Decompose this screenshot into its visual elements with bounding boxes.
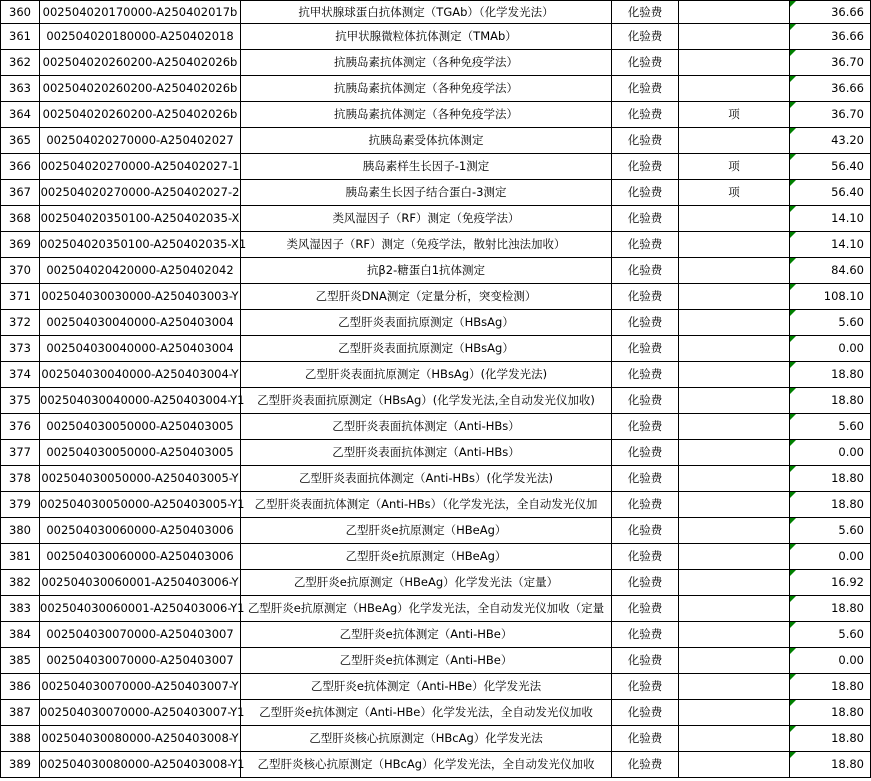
fee-type-cell[interactable]: 化验费 — [612, 648, 679, 674]
fee-type-cell[interactable]: 化验费 — [612, 1, 679, 24]
item-name-cell[interactable]: 乙型肝炎e抗体测定（Anti-HBe）化学发光法 — [241, 674, 612, 700]
fee-type-cell[interactable]: 化验费 — [612, 284, 679, 310]
price-cell[interactable] — [790, 752, 871, 778]
item-code-cell[interactable]: 002504030060000-A250403006 — [40, 544, 241, 570]
row-index-cell[interactable]: 384 — [1, 622, 40, 648]
row-index-cell[interactable]: 388 — [1, 726, 40, 752]
unit-cell[interactable] — [679, 700, 790, 726]
table-row[interactable] — [1, 76, 871, 102]
row-index-cell[interactable]: 374 — [1, 362, 40, 388]
fee-type-cell[interactable]: 化验费 — [612, 466, 679, 492]
fee-type-cell[interactable]: 化验费 — [612, 414, 679, 440]
number-stored-as-text-indicator-icon — [790, 544, 796, 550]
item-code-cell[interactable]: 002504020260200-A250402026b — [40, 50, 241, 76]
item-name-cell[interactable]: 类风湿因子（RF）测定（免疫学法） — [241, 206, 612, 232]
table-row[interactable] — [1, 362, 871, 388]
table-row[interactable] — [1, 1, 871, 24]
price-cell[interactable] — [790, 518, 871, 544]
price-cell[interactable] — [790, 544, 871, 570]
unit-cell[interactable] — [679, 648, 790, 674]
number-stored-as-text-indicator-icon — [790, 700, 796, 706]
price-cell[interactable] — [790, 76, 871, 102]
number-stored-as-text-indicator-icon — [790, 622, 796, 628]
unit-cell[interactable] — [679, 622, 790, 648]
item-name-cell[interactable]: 乙型肝炎核心抗原测定（HBcAg）化学发光法，全自动发光仪加收 — [241, 752, 612, 778]
price-value: 18.80 — [831, 497, 864, 511]
item-code-cell[interactable]: 002504030080000-A250403008-Y1 — [40, 752, 241, 778]
price-value: 56.40 — [831, 185, 864, 199]
price-cell[interactable] — [790, 388, 871, 414]
item-code-cell[interactable]: 002504030050000-A250403005 — [40, 440, 241, 466]
fee-type-cell[interactable]: 化验费 — [612, 622, 679, 648]
item-name-cell[interactable]: 抗胰岛素抗体测定（各种免疫学法） — [241, 102, 612, 128]
price-cell[interactable] — [790, 128, 871, 154]
fee-type-cell[interactable]: 化验费 — [612, 388, 679, 414]
row-index-cell[interactable]: 377 — [1, 440, 40, 466]
number-stored-as-text-indicator-icon — [790, 206, 796, 212]
item-name-cell[interactable]: 乙型肝炎e抗体测定（Anti-HBe） — [241, 622, 612, 648]
row-index-cell[interactable]: 368 — [1, 206, 40, 232]
price-value: 56.40 — [831, 159, 864, 173]
table-row[interactable] — [1, 128, 871, 154]
price-cell[interactable] — [790, 596, 871, 622]
price-value: 16.92 — [831, 575, 864, 589]
item-name-cell[interactable]: 乙型肝炎e抗原测定（HBeAg） — [241, 544, 612, 570]
unit-cell[interactable] — [679, 362, 790, 388]
item-name-cell[interactable]: 乙型肝炎e抗原测定（HBeAg）化学发光法，全自动发光仪加收（定量 — [241, 596, 612, 622]
item-code-cell[interactable]: 002504020350100-A250402035-X — [40, 206, 241, 232]
item-name-cell[interactable]: 抗胰岛素抗体测定（各种免疫学法） — [241, 76, 612, 102]
item-name-cell[interactable]: 乙型肝炎表面抗原测定（HBsAg） — [241, 336, 612, 362]
row-index-cell[interactable]: 376 — [1, 414, 40, 440]
unit-cell[interactable] — [679, 24, 790, 50]
item-name-cell[interactable]: 胰岛素生长因子结合蛋白-3测定 — [241, 180, 612, 206]
table-row[interactable] — [1, 414, 871, 440]
price-value: 84.60 — [831, 263, 864, 277]
unit-cell[interactable] — [679, 1, 790, 24]
item-name-cell[interactable]: 胰岛素样生长因子-1测定 — [241, 154, 612, 180]
item-code-cell[interactable]: 002504030050000-A250403005-Y — [40, 466, 241, 492]
number-stored-as-text-indicator-icon — [790, 466, 796, 472]
price-value: 18.80 — [831, 471, 864, 485]
row-index-cell[interactable]: 379 — [1, 492, 40, 518]
price-cell[interactable] — [790, 414, 871, 440]
fee-type-cell[interactable]: 化验费 — [612, 700, 679, 726]
number-stored-as-text-indicator-icon — [790, 726, 796, 732]
price-value: 14.10 — [831, 237, 864, 251]
unit-cell[interactable] — [679, 258, 790, 284]
price-value: 36.66 — [831, 5, 864, 19]
unit-cell[interactable] — [679, 570, 790, 596]
table-row[interactable] — [1, 284, 871, 310]
number-stored-as-text-indicator-icon — [790, 232, 796, 238]
table-row[interactable] — [1, 752, 871, 778]
unit-cell[interactable] — [679, 674, 790, 700]
fee-type-cell[interactable]: 化验费 — [612, 362, 679, 388]
number-stored-as-text-indicator-icon — [790, 154, 796, 160]
number-stored-as-text-indicator-icon — [790, 388, 796, 394]
unit-cell[interactable] — [679, 76, 790, 102]
price-cell[interactable] — [790, 102, 871, 128]
row-index-cell[interactable]: 375 — [1, 388, 40, 414]
item-name-cell[interactable]: 乙型肝炎表面抗原测定（HBsAg） — [241, 310, 612, 336]
table-row[interactable] — [1, 336, 871, 362]
table-row[interactable] — [1, 24, 871, 50]
item-name-cell[interactable]: 乙型肝炎表面抗体测定（Anti-HBs） — [241, 414, 612, 440]
table-row[interactable] — [1, 154, 871, 180]
price-value: 18.80 — [831, 757, 864, 771]
unit-cell[interactable] — [679, 232, 790, 258]
price-cell[interactable] — [790, 206, 871, 232]
price-cell[interactable] — [790, 284, 871, 310]
item-name-cell[interactable]: 乙型肝炎表面抗原测定（HBsAg）(化学发光法,全自动发光仪加收) — [241, 388, 612, 414]
table-row[interactable] — [1, 622, 871, 648]
row-index-cell[interactable]: 387 — [1, 700, 40, 726]
item-code-cell[interactable]: 002504030080000-A250403008-Y — [40, 726, 241, 752]
number-stored-as-text-indicator-icon — [790, 518, 796, 524]
price-value: 5.60 — [838, 627, 864, 641]
item-name-cell[interactable]: 乙型肝炎表面抗原测定（HBsAg）(化学发光法) — [241, 362, 612, 388]
price-cell[interactable] — [790, 362, 871, 388]
unit-cell[interactable] — [679, 726, 790, 752]
unit-cell[interactable] — [679, 518, 790, 544]
row-index-cell[interactable]: 385 — [1, 648, 40, 674]
table-row[interactable] — [1, 102, 871, 128]
fee-type-cell[interactable]: 化验费 — [612, 24, 679, 50]
price-value: 14.10 — [831, 211, 864, 225]
fee-type-cell[interactable]: 化验费 — [612, 50, 679, 76]
price-cell[interactable] — [790, 726, 871, 752]
price-value: 18.80 — [831, 679, 864, 693]
unit-cell[interactable]: 项 — [679, 102, 790, 128]
fee-type-cell[interactable]: 化验费 — [612, 492, 679, 518]
fee-type-cell[interactable]: 化验费 — [612, 674, 679, 700]
price-cell[interactable] — [790, 466, 871, 492]
number-stored-as-text-indicator-icon — [790, 752, 796, 758]
number-stored-as-text-indicator-icon — [790, 24, 796, 30]
item-code-cell[interactable]: 002504020260200-A250402026b — [40, 102, 241, 128]
fee-type-cell[interactable]: 化验费 — [612, 596, 679, 622]
fee-type-cell[interactable]: 化验费 — [612, 310, 679, 336]
item-name-cell[interactable]: 类风湿因子（RF）测定（免疫学法，散射比浊法加收） — [241, 232, 612, 258]
number-stored-as-text-indicator-icon — [790, 1, 796, 7]
price-cell[interactable] — [790, 674, 871, 700]
table-row[interactable] — [1, 440, 871, 466]
fee-type-cell[interactable]: 化验费 — [612, 752, 679, 778]
price-value: 18.80 — [831, 393, 864, 407]
fee-type-cell[interactable]: 化验费 — [612, 570, 679, 596]
item-code-cell[interactable]: 002504020270000-A250402027-2 — [40, 180, 241, 206]
row-index-cell[interactable]: 381 — [1, 544, 40, 570]
table-row[interactable] — [1, 648, 871, 674]
price-value: 108.10 — [823, 289, 864, 303]
unit-cell[interactable] — [679, 128, 790, 154]
price-cell[interactable] — [790, 180, 871, 206]
number-stored-as-text-indicator-icon — [790, 648, 796, 654]
table-row[interactable] — [1, 700, 871, 726]
number-stored-as-text-indicator-icon — [790, 128, 796, 134]
row-index-cell[interactable]: 361 — [1, 24, 40, 50]
price-value: 36.70 — [831, 55, 864, 69]
fee-type-cell[interactable]: 化验费 — [612, 518, 679, 544]
price-cell[interactable] — [790, 570, 871, 596]
price-cell[interactable] — [790, 24, 871, 50]
fee-type-cell[interactable]: 化验费 — [612, 206, 679, 232]
number-stored-as-text-indicator-icon — [790, 50, 796, 56]
number-stored-as-text-indicator-icon — [790, 440, 796, 446]
row-index-cell[interactable]: 380 — [1, 518, 40, 544]
unit-cell[interactable] — [679, 414, 790, 440]
item-name-cell[interactable]: 抗甲状腺微粒体抗体测定（TMAb） — [241, 24, 612, 50]
price-value: 36.66 — [831, 29, 864, 43]
price-value: 5.60 — [838, 315, 864, 329]
table-row[interactable] — [1, 544, 871, 570]
price-cell[interactable] — [790, 258, 871, 284]
fee-type-cell[interactable]: 化验费 — [612, 726, 679, 752]
item-code-cell[interactable]: 002504020260200-A250402026b — [40, 76, 241, 102]
price-value: 0.00 — [838, 549, 864, 563]
row-index-cell[interactable]: 389 — [1, 752, 40, 778]
table-row[interactable] — [1, 466, 871, 492]
item-code-cell[interactable]: 002504030040000-A250403004 — [40, 310, 241, 336]
fee-type-cell[interactable]: 化验费 — [612, 232, 679, 258]
number-stored-as-text-indicator-icon — [790, 414, 796, 420]
table-row[interactable] — [1, 492, 871, 518]
table-row[interactable] — [1, 310, 871, 336]
row-index-cell[interactable]: 362 — [1, 50, 40, 76]
number-stored-as-text-indicator-icon — [790, 310, 796, 316]
unit-cell[interactable]: 项 — [679, 180, 790, 206]
item-code-cell[interactable]: 002504030040000-A250403004-Y1 — [40, 388, 241, 414]
number-stored-as-text-indicator-icon — [790, 284, 796, 290]
item-code-cell[interactable]: 002504020420000-A250402042 — [40, 258, 241, 284]
number-stored-as-text-indicator-icon — [790, 258, 796, 264]
number-stored-as-text-indicator-icon — [790, 102, 796, 108]
price-value: 0.00 — [838, 653, 864, 667]
item-name-cell[interactable]: 乙型肝炎e抗原测定（HBeAg） — [241, 518, 612, 544]
fee-type-cell[interactable]: 化验费 — [612, 76, 679, 102]
unit-cell[interactable] — [679, 596, 790, 622]
table-row[interactable] — [1, 596, 871, 622]
item-name-cell[interactable]: 抗胰岛素抗体测定（各种免疫学法） — [241, 50, 612, 76]
fee-type-cell[interactable]: 化验费 — [612, 258, 679, 284]
item-code-cell[interactable]: 002504030060001-A250403006-Y1 — [40, 596, 241, 622]
row-index-cell[interactable]: 366 — [1, 154, 40, 180]
price-cell[interactable] — [790, 232, 871, 258]
price-value: 36.70 — [831, 107, 864, 121]
fee-type-cell[interactable]: 化验费 — [612, 336, 679, 362]
item-code-cell[interactable]: 002504030070000-A250403007 — [40, 648, 241, 674]
price-value: 0.00 — [838, 341, 864, 355]
table-row[interactable] — [1, 206, 871, 232]
unit-cell[interactable]: 项 — [679, 154, 790, 180]
item-name-cell[interactable]: 抗胰岛素受体抗体测定 — [241, 128, 612, 154]
unit-cell[interactable] — [679, 336, 790, 362]
table-row[interactable] — [1, 726, 871, 752]
item-code-cell[interactable]: 002504020180000-A250402018 — [40, 24, 241, 50]
item-code-cell[interactable]: 002504020270000-A250402027 — [40, 128, 241, 154]
row-index-cell[interactable]: 383 — [1, 596, 40, 622]
number-stored-as-text-indicator-icon — [790, 674, 796, 680]
row-index-cell[interactable]: 372 — [1, 310, 40, 336]
unit-cell[interactable] — [679, 492, 790, 518]
fee-type-cell[interactable]: 化验费 — [612, 180, 679, 206]
number-stored-as-text-indicator-icon — [790, 180, 796, 186]
row-index-cell[interactable]: 371 — [1, 284, 40, 310]
price-table-body — [1, 1, 871, 778]
row-index-cell[interactable]: 363 — [1, 76, 40, 102]
unit-cell[interactable] — [679, 284, 790, 310]
item-name-cell[interactable]: 乙型肝炎表面抗体测定（Anti-HBs） — [241, 440, 612, 466]
item-code-cell[interactable]: 002504020270000-A250402027-1 — [40, 154, 241, 180]
row-index-cell[interactable]: 386 — [1, 674, 40, 700]
number-stored-as-text-indicator-icon — [790, 76, 796, 82]
unit-cell[interactable] — [679, 440, 790, 466]
unit-cell[interactable] — [679, 50, 790, 76]
row-index-cell[interactable]: 382 — [1, 570, 40, 596]
table-row[interactable] — [1, 180, 871, 206]
price-cell[interactable] — [790, 50, 871, 76]
price-cell[interactable] — [790, 622, 871, 648]
item-name-cell[interactable]: 乙型肝炎e抗体测定（Anti-HBe）化学发光法，全自动发光仪加收 — [241, 700, 612, 726]
unit-cell[interactable] — [679, 752, 790, 778]
item-code-cell[interactable]: 002504030060000-A250403006 — [40, 518, 241, 544]
unit-cell[interactable] — [679, 388, 790, 414]
price-value: 18.80 — [831, 601, 864, 615]
price-cell[interactable] — [790, 648, 871, 674]
item-name-cell[interactable]: 乙型肝炎表面抗体测定（Anti-HBs）(化学发光法) — [241, 466, 612, 492]
item-name-cell[interactable]: 抗β2-糖蛋白1抗体测定 — [241, 258, 612, 284]
row-index-cell[interactable]: 369 — [1, 232, 40, 258]
item-code-cell[interactable]: 002504020350100-A250402035-X1 — [40, 232, 241, 258]
item-code-cell[interactable]: 002504030070000-A250403007-Y1 — [40, 700, 241, 726]
price-value: 36.66 — [831, 81, 864, 95]
item-name-cell[interactable]: 乙型肝炎e抗体测定（Anti-HBe） — [241, 648, 612, 674]
unit-cell[interactable] — [679, 310, 790, 336]
price-cell[interactable] — [790, 492, 871, 518]
price-cell[interactable] — [790, 1, 871, 24]
row-index-cell[interactable]: 370 — [1, 258, 40, 284]
price-value: 18.80 — [831, 731, 864, 745]
row-index-cell[interactable]: 378 — [1, 466, 40, 492]
item-code-cell[interactable]: 002504030040000-A250403004-Y — [40, 362, 241, 388]
price-cell[interactable] — [790, 440, 871, 466]
fee-type-cell[interactable]: 化验费 — [612, 154, 679, 180]
number-stored-as-text-indicator-icon — [790, 362, 796, 368]
item-code-cell[interactable]: 002504030070000-A250403007 — [40, 622, 241, 648]
price-value: 43.20 — [831, 133, 864, 147]
price-value: 5.60 — [838, 419, 864, 433]
price-value: 5.60 — [838, 523, 864, 537]
table-row[interactable] — [1, 258, 871, 284]
row-index-cell[interactable]: 365 — [1, 128, 40, 154]
row-index-cell[interactable]: 373 — [1, 336, 40, 362]
number-stored-as-text-indicator-icon — [790, 492, 796, 498]
fee-type-cell[interactable]: 化验费 — [612, 128, 679, 154]
item-name-cell[interactable]: 乙型肝炎核心抗原测定（HBcAg）化学发光法 — [241, 726, 612, 752]
item-code-cell[interactable]: 002504020170000-A250402017b — [40, 1, 241, 24]
item-code-cell[interactable]: 002504030060001-A250403006-Y — [40, 570, 241, 596]
item-code-cell[interactable]: 002504030050000-A250403005-Y1 — [40, 492, 241, 518]
price-cell[interactable] — [790, 310, 871, 336]
item-name-cell[interactable]: 乙型肝炎表面抗体测定（Anti-HBs）（化学发光法，全自动发光仪加 — [241, 492, 612, 518]
item-code-cell[interactable]: 002504030040000-A250403004 — [40, 336, 241, 362]
item-code-cell[interactable]: 002504030050000-A250403005 — [40, 414, 241, 440]
number-stored-as-text-indicator-icon — [790, 570, 796, 576]
row-index-cell[interactable]: 367 — [1, 180, 40, 206]
table-row[interactable] — [1, 674, 871, 700]
item-name-cell[interactable]: 乙型肝炎DNA测定（定量分析，突变检测） — [241, 284, 612, 310]
price-cell[interactable] — [790, 154, 871, 180]
number-stored-as-text-indicator-icon — [790, 336, 796, 342]
row-index-cell[interactable]: 360 — [1, 1, 40, 24]
price-value: 18.80 — [831, 367, 864, 381]
table-row[interactable] — [1, 518, 871, 544]
table-row[interactable] — [1, 232, 871, 258]
unit-cell[interactable] — [679, 544, 790, 570]
unit-cell[interactable] — [679, 206, 790, 232]
table-row[interactable] — [1, 50, 871, 76]
item-code-cell[interactable]: 002504030030000-A250403003-Y — [40, 284, 241, 310]
price-value: 18.80 — [831, 705, 864, 719]
unit-cell[interactable] — [679, 466, 790, 492]
fee-type-cell[interactable]: 化验费 — [612, 102, 679, 128]
price-value: 0.00 — [838, 445, 864, 459]
price-cell[interactable] — [790, 700, 871, 726]
item-code-cell[interactable]: 002504030070000-A250403007-Y — [40, 674, 241, 700]
fee-type-cell[interactable]: 化验费 — [612, 440, 679, 466]
item-name-cell[interactable]: 抗甲状腺球蛋白抗体测定（TGAb）（化学发光法） — [241, 1, 612, 24]
row-index-cell[interactable]: 364 — [1, 102, 40, 128]
price-cell[interactable] — [790, 336, 871, 362]
item-name-cell[interactable]: 乙型肝炎e抗原测定（HBeAg）化学发光法（定量） — [241, 570, 612, 596]
table-row[interactable] — [1, 570, 871, 596]
number-stored-as-text-indicator-icon — [790, 596, 796, 602]
table-row[interactable] — [1, 388, 871, 414]
fee-type-cell[interactable]: 化验费 — [612, 544, 679, 570]
